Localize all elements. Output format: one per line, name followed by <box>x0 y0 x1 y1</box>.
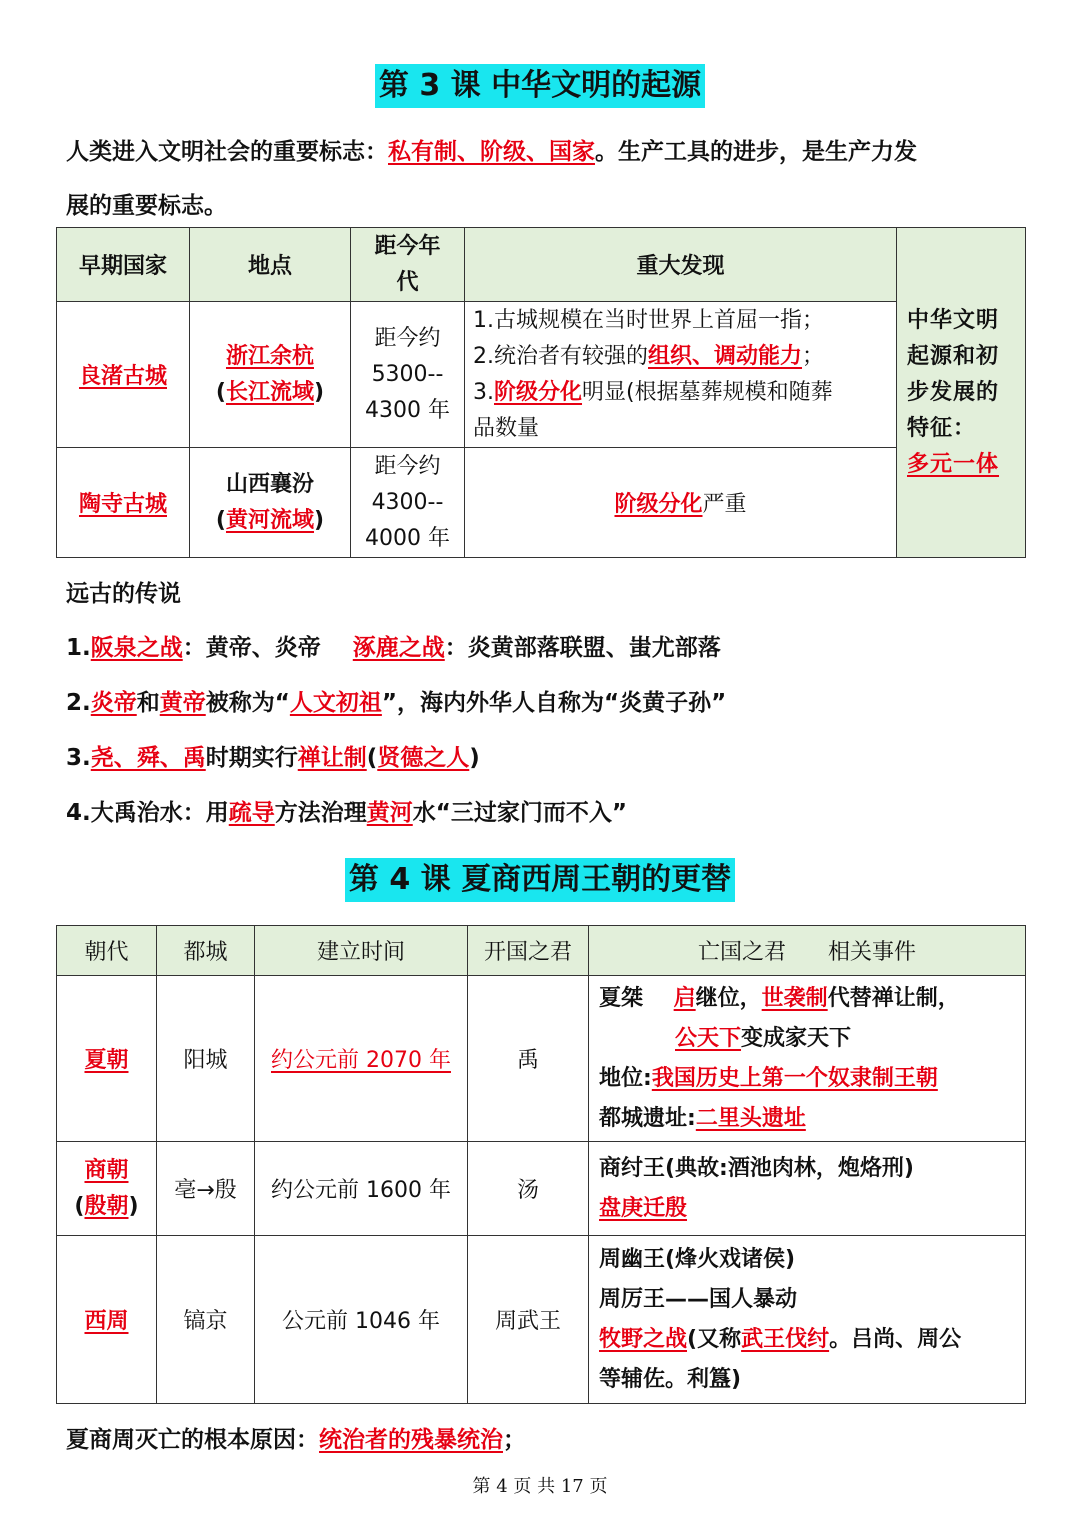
header-years: 距今年代 <box>351 228 465 302</box>
founded-time: 公元前 1046 年 <box>255 1236 468 1404</box>
event-line: 公天下变成家天下 <box>675 1025 852 1051</box>
table-row: 陶寺古城 山西襄汾 (黄河流域) 距今约 4300-- 4000 年 阶级分化严重 <box>57 448 1026 558</box>
state-name: 陶寺古城 <box>78 492 167 517</box>
table-header-row <box>57 228 1026 302</box>
state-place: 浙江余杭 <box>225 343 314 369</box>
state-basin: 长江流域 <box>225 379 314 405</box>
years-end: 4300 年 <box>365 397 450 423</box>
discovery-line: 1.古城规模在当时世界上首屈一指； <box>473 307 824 333</box>
intro-text-mid: 。生产工具的进步，是生产力发 <box>595 139 917 165</box>
lesson3-intro-line2 <box>66 193 227 219</box>
event-line: 地位:我国历史上第一个奴隶制王朝 <box>599 1065 938 1091</box>
table-row: 商朝 (殷朝) 亳→殷 约公元前 1600 年 汤 商纣王(典故:酒池肉林，炮烙刑) 盘庚迁殷 <box>57 1142 1026 1236</box>
table-header-row <box>57 926 1026 976</box>
side-note-cell <box>897 228 1026 558</box>
discovery-line: 品数量 <box>473 415 540 441</box>
header-discovery: 重大发现 <box>465 228 897 302</box>
founder: 汤 <box>468 1142 589 1236</box>
page-footer: 第 4 页 共 17 页 <box>472 1476 608 1497</box>
header-location: 地点 <box>190 228 351 302</box>
state-name: 良渚古城 <box>78 364 167 389</box>
header-founder: 开国之君 <box>468 926 589 976</box>
lesson4-conclusion: 夏商周灭亡的根本原因：统治者的残暴统治； <box>66 1427 526 1453</box>
lesson3-title-wrap <box>0 64 1080 108</box>
capital: 阳城 <box>157 976 255 1142</box>
event-line: 周厉王——国人暴动 <box>599 1286 798 1312</box>
founder: 禹 <box>468 976 589 1142</box>
lesson4-title: 第 4 课 夏商西周王朝的更替 <box>345 858 735 902</box>
event-line: 商纣王(典故:酒池肉林，炮烙刑) <box>599 1155 914 1181</box>
early-states-table <box>56 227 1026 558</box>
side-note-line: 特征： <box>907 415 977 441</box>
header-founded: 建立时间 <box>255 926 468 976</box>
side-note-highlight: 多元一体 <box>907 451 1000 477</box>
event-line: 夏桀 启继位，世袭制代替禅让制， <box>599 985 960 1011</box>
event-line: 盘庚迁殷 <box>599 1195 688 1221</box>
legend-line-4: 4.大禹治水：用疏导方法治理黄河水“三过家门而不入” <box>66 800 627 826</box>
capital: 亳→殷 <box>157 1142 255 1236</box>
years-label: 距今约 <box>374 325 441 351</box>
event-line: 牧野之战(又称武王伐纣。吕尚、周公 <box>599 1326 962 1352</box>
capital: 镐京 <box>157 1236 255 1404</box>
intro-highlight: 私有制、阶级、国家 <box>388 139 595 165</box>
years-range: 5300-- <box>371 361 444 387</box>
lesson4-title-wrap <box>0 858 1080 902</box>
state-place: 山西襄汾 <box>225 471 314 497</box>
dynasty-name: 商朝 <box>84 1157 129 1183</box>
dynasty-name: 夏朝 <box>84 1048 129 1073</box>
founder: 周武王 <box>468 1236 589 1404</box>
discovery-highlight: 阶级分化 <box>614 492 703 517</box>
dynasties-table <box>56 925 1026 1404</box>
intro-text-line2: 展的重要标志。 <box>66 193 227 219</box>
event-line: 等辅佐。利簋) <box>599 1366 742 1392</box>
header-last-ruler-events: 亡国之君 相关事件 <box>589 926 1026 976</box>
side-note-line: 中华文明 <box>907 307 1000 333</box>
event-line: 周幽王(烽火戏诸侯) <box>599 1246 796 1272</box>
legend-line-1: 1.阪泉之战：黄帝、炎帝 涿鹿之战：炎黄部落联盟、蚩尤部落 <box>66 635 721 661</box>
header-capital: 都城 <box>157 926 255 976</box>
founded-time: 约公元前 1600 年 <box>255 1142 468 1236</box>
dynasty-alt-name: 殷朝 <box>84 1193 129 1219</box>
years-label: 距今约 <box>374 453 441 479</box>
table-row <box>57 976 1026 1142</box>
legends-title: 远古的传说 <box>66 581 181 607</box>
years-range: 4300-- <box>371 489 444 515</box>
founded-time: 约公元前 2070 年 <box>271 1048 451 1073</box>
event-line: 都城遗址:二里头遗址 <box>599 1105 806 1131</box>
discovery-text: 严重 <box>702 492 747 517</box>
lesson3-title: 第 3 课 中华文明的起源 <box>375 64 705 108</box>
intro-text: 人类进入文明社会的重要标志： <box>66 139 388 165</box>
discovery-line: 2.统治者有较强的组织、调动能力； <box>473 343 825 369</box>
side-note-line: 起源和初 <box>907 343 1000 369</box>
side-note-line: 步发展的 <box>907 379 1000 405</box>
header-early-state: 早期国家 <box>57 228 190 302</box>
lesson3-intro-line1 <box>66 139 917 165</box>
table-row: 良渚古城 浙江余杭 (长江流域) 距今约 5300-- 4300 年 1.古城规模在当时世界上首屈一指； 2.统治者有较强的组织、调动能力； 3.阶级分化明显(根据墓葬规模和随葬 品数量 <box>57 302 1026 448</box>
header-dynasty: 朝代 <box>57 926 157 976</box>
discovery-line: 3.阶级分化明显(根据墓葬规模和随葬 <box>473 379 833 405</box>
dynasty-name: 西周 <box>84 1309 129 1334</box>
years-end: 4000 年 <box>365 525 450 551</box>
legend-line-3: 3.尧、舜、禹时期实行禅让制(贤德之人) <box>66 745 480 771</box>
state-basin: 黄河流域 <box>225 507 314 533</box>
legend-line-2: 2.炎帝和黄帝被称为“人文初祖”，海内外华人自称为“炎黄子孙” <box>66 690 727 716</box>
table-row <box>57 1236 1026 1404</box>
